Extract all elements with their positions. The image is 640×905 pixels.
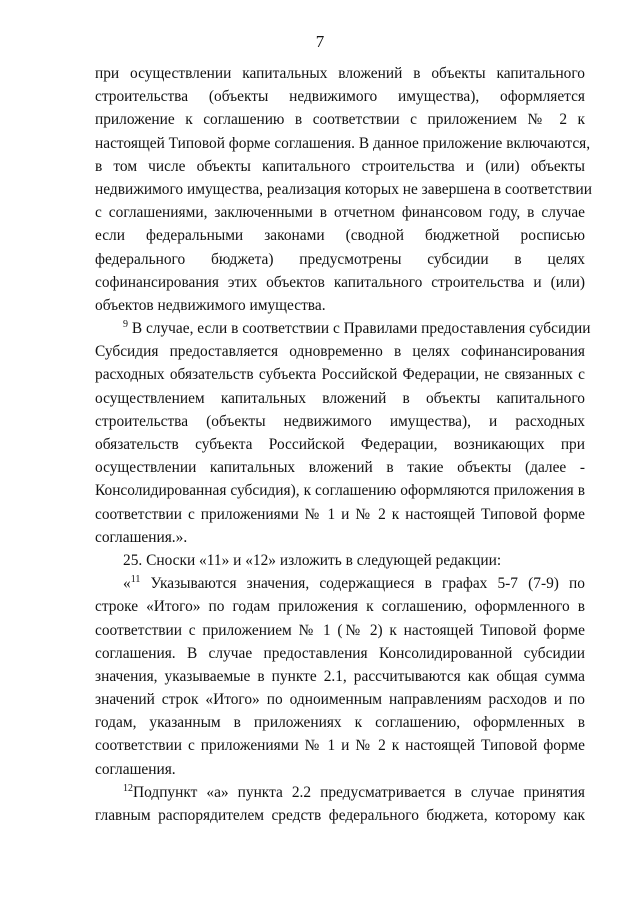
- text-line: строительства (объекты недвижимого имущества), оформляется: [95, 88, 585, 106]
- footnote-mark: 11: [130, 574, 141, 586]
- text-line: строительства (объекты недвижимого имущества), и расходных: [95, 412, 585, 430]
- text-line: осуществлением капитальных вложений в объекты капитального: [95, 389, 585, 407]
- text-line: недвижимого имущества, реализация которых не завершена в соответствии: [95, 180, 592, 198]
- text-line: софинансирования этих объектов капитального строительства и (или): [95, 273, 585, 291]
- text-line: соответствии с приложениями № 1 и № 2 к настоящей Типовой форме: [95, 737, 585, 755]
- paragraph-footnote-12: [95, 781, 585, 827]
- paragraph-footnote-9: [95, 317, 591, 549]
- text-line: приложение к соглашению в соответствии с приложением № 2 к: [95, 111, 585, 129]
- text-line: $^9$ В случае, если в соответствии с Правилами предоставления субсидии: [123, 319, 591, 338]
- text-line: обязательств субъекта Российской Федерации, возникающих при: [95, 436, 585, 453]
- text-line: если федеральными законами (сводной бюджетной росписью: [95, 227, 585, 245]
- text-line: «$^{11}$ Указываются значения, содержащиеся в графах 5-7 (7-9) по: [123, 574, 585, 593]
- text-line: соглашения.».: [95, 528, 188, 546]
- text-line: федерального бюджета) предусмотрены субсидии в целях: [95, 250, 585, 268]
- footnote-mark: 12: [123, 782, 133, 794]
- text-line: настоящей Типовой форме соглашения. В данное приложение включаются,: [95, 134, 591, 152]
- text-line: соглашения. В случае предоставления Консолидированной субсидии: [95, 644, 585, 662]
- text-line: $^{12}$Подпункт «а» пункта 2.2 предусматривается в случае принятия: [123, 782, 585, 801]
- text-line: значения, указываемые в пункте 2.1, рассчитываются как общая сумма: [95, 667, 585, 685]
- text-line: соглашения.: [95, 760, 176, 778]
- text-line: значений строк «Итого» по одноименным направлениям расходов и по: [95, 691, 585, 709]
- footnote-mark: 9: [123, 319, 128, 331]
- text-line: в том числе объекты капитального строительства и (или) объекты: [95, 157, 585, 175]
- paragraph-item-25: [95, 549, 585, 572]
- text-line: при осуществлении капитальных вложений в объекты капитального: [95, 65, 585, 82]
- paragraph-continuation: [95, 62, 592, 317]
- paragraph-footnote-11: [95, 572, 585, 781]
- text-line: соответствии с приложениями № 1 и № 2 к настоящей Типовой форме: [95, 505, 585, 523]
- text-line: главным распорядителем средств федерального бюджета, которому как: [95, 807, 585, 824]
- text-line: с соглашениями, заключенными в отчетном финансовом году, в случае: [95, 204, 585, 222]
- text-line: соответствии с приложением № 1 (№ 2) к настоящей Типовой форме: [95, 621, 585, 639]
- text-line: строке «Итого» по годам приложения к соглашению, оформленного в: [95, 598, 585, 616]
- text-line: годам, указанным в приложениях к соглашению, оформленных в: [95, 714, 585, 732]
- text-line: объектов недвижимого имущества.: [95, 296, 326, 314]
- text-line: 25. Сноски «11» и «12» изложить в следующей редакции:: [123, 551, 502, 569]
- document-body: [95, 62, 592, 827]
- page-number: 7: [315, 32, 325, 51]
- text-line: осуществлении капитальных вложений в такие объекты (далее -: [95, 459, 585, 477]
- text-line: расходных обязательств субъекта Российской Федерации, не связанных с: [95, 366, 585, 384]
- text-line: Консолидированная субсидия), к соглашению оформляются приложения в: [95, 482, 585, 500]
- text-line: Субсидия предоставляется одновременно в целях софинансирования: [95, 343, 585, 361]
